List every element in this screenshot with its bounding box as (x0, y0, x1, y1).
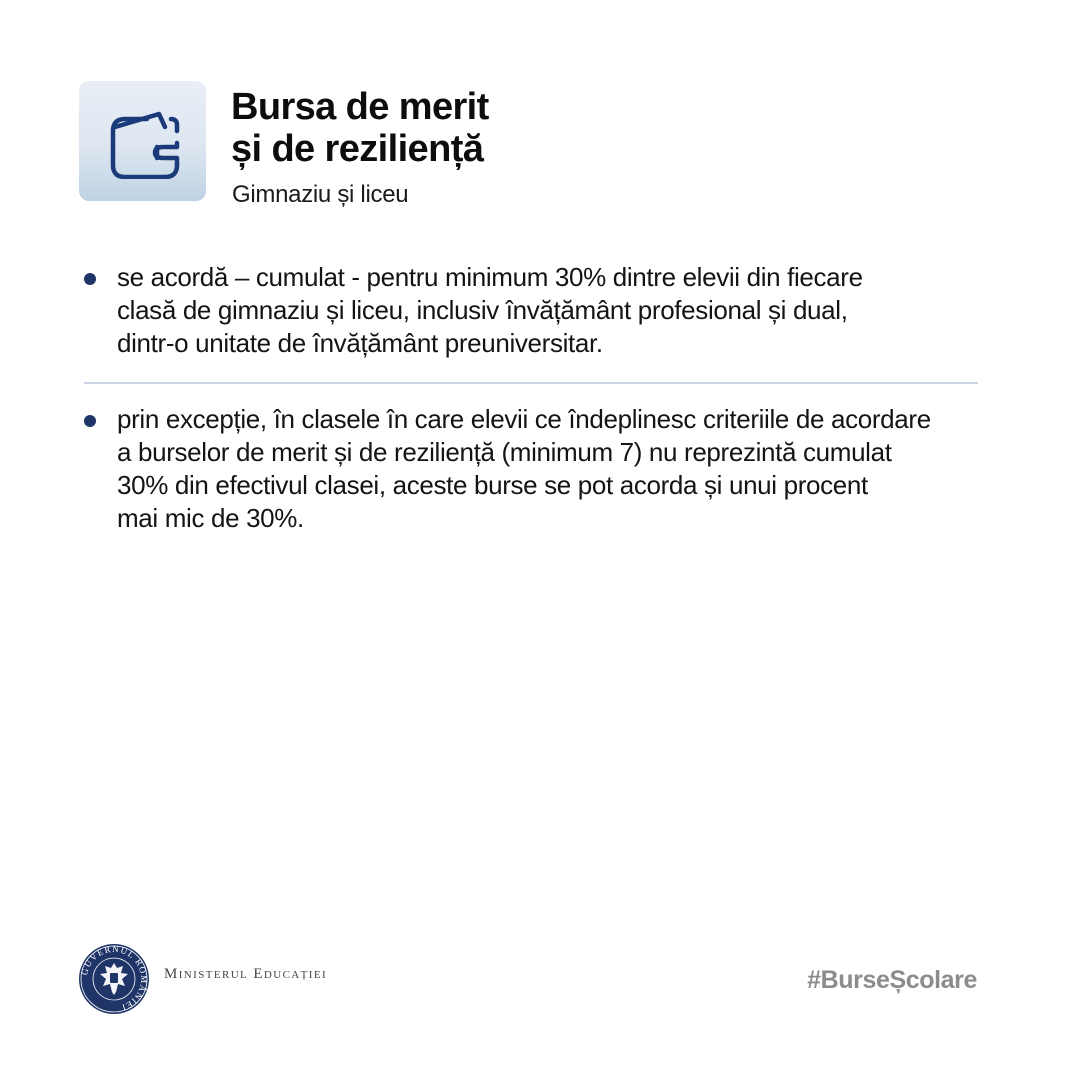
bullet-line: mai mic de 30%. (117, 503, 304, 533)
seal-text: GUVERNUL ROMÂNIEI (79, 943, 150, 1013)
bullet-dot-icon (84, 415, 96, 427)
divider (84, 382, 978, 384)
bullet-line: prin excepție, în clasele în care elevii ce îndeplinesc criteriile de acordare (117, 404, 931, 434)
bullet-dot-icon (84, 273, 96, 285)
page-subtitle: Gimnaziu și liceu (232, 181, 409, 208)
government-seal-icon (78, 943, 150, 1015)
icon-tile (79, 81, 206, 201)
title-line: și de reziliență (231, 128, 484, 170)
bullet-text (117, 403, 1004, 535)
title-line: Bursa de merit (231, 86, 489, 128)
bullet-line: se acordă – cumulat - pentru minimum 30% dintre elevii din fiecare (117, 262, 863, 292)
hashtag: #BurseȘcolare (807, 966, 977, 994)
bullet-line: 30% din efectivul clasei, aceste burse se pot acorda și unui procent (117, 470, 868, 500)
bullet-line: dintr-o unitate de învățământ preuniversitar. (117, 328, 603, 358)
bullet-text (117, 261, 1004, 360)
bullet-line: clasă de gimnaziu și liceu, inclusiv învățământ profesional și dual, (117, 295, 848, 325)
ministry-name: Ministerul Educației (164, 966, 328, 982)
bullet-item (84, 403, 1004, 535)
wallet-icon (107, 103, 183, 179)
bullet-line: a burselor de merit și de reziliență (minimum 7) nu reprezintă cumulat (117, 437, 892, 467)
page-title (231, 86, 489, 170)
bullet-item (84, 261, 1004, 360)
